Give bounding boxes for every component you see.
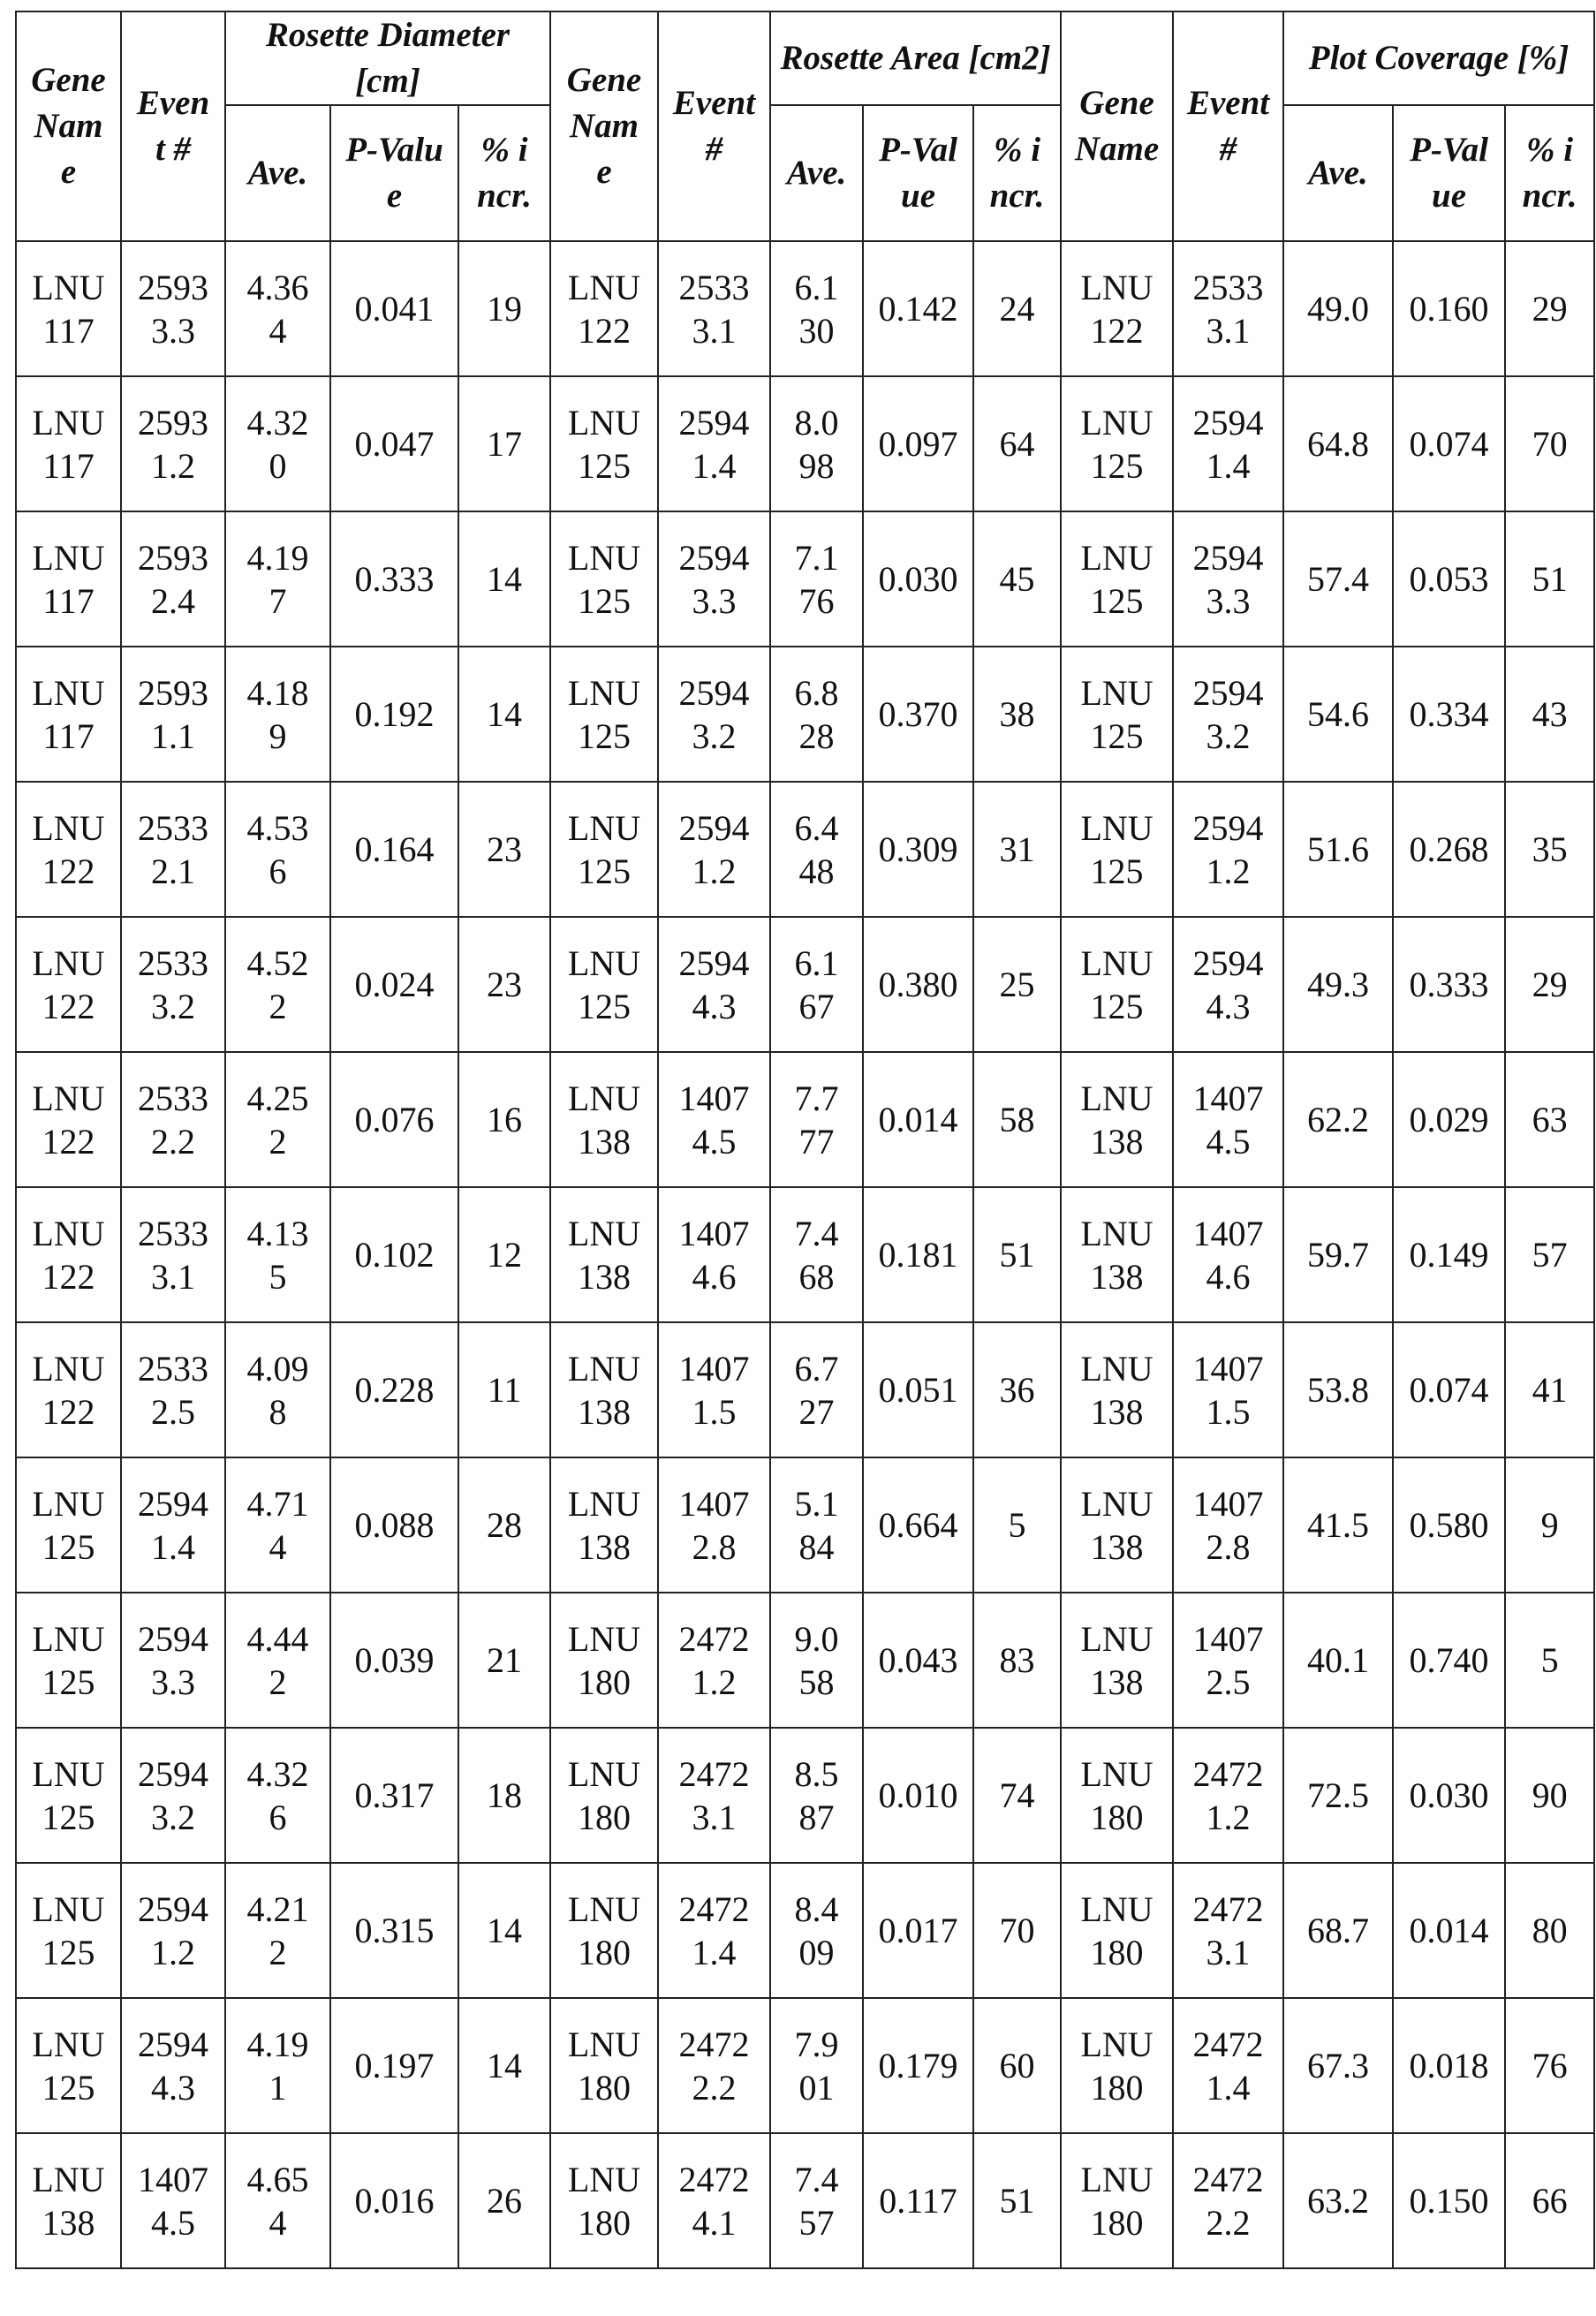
pvalue-cell: 0.018 — [1393, 1998, 1505, 2133]
header-gene-name: Gene Name — [16, 11, 121, 241]
pvalue-cell: 0.181 — [863, 1187, 973, 1322]
ave-cell: 4.442 — [225, 1593, 330, 1728]
header-incr: % incr. — [458, 105, 550, 241]
event-cell: 24721.4 — [658, 1863, 770, 1998]
event-cell: 14072.5 — [1173, 1593, 1283, 1728]
table-row — [16, 917, 1594, 1052]
header-pvalue: P-Value — [330, 105, 458, 241]
incr-cell: 29 — [1505, 241, 1594, 376]
ave-cell: 8.587 — [770, 1728, 863, 1863]
header-event: Event # — [1173, 11, 1283, 241]
table-row — [16, 1593, 1594, 1728]
event-cell: 25333.1 — [658, 241, 770, 376]
gene-name-cell: LNU117 — [16, 647, 121, 782]
event-cell: 25943.3 — [121, 1593, 225, 1728]
event-cell: 14074.6 — [658, 1187, 770, 1322]
pvalue-cell: 0.160 — [1393, 241, 1505, 376]
ave-cell: 64.8 — [1283, 376, 1393, 511]
ave-cell: 4.098 — [225, 1322, 330, 1457]
event-cell: 24721.2 — [658, 1593, 770, 1728]
incr-cell: 51 — [973, 1187, 1061, 1322]
gene-name-cell: LNU125 — [1061, 647, 1173, 782]
pvalue-cell: 0.268 — [1393, 782, 1505, 917]
ave-cell: 59.7 — [1283, 1187, 1393, 1322]
event-cell: 25931.2 — [121, 376, 225, 511]
header-incr: % incr. — [1505, 105, 1594, 241]
incr-cell: 66 — [1505, 2133, 1594, 2268]
pvalue-cell: 0.197 — [330, 1998, 458, 2133]
pvalue-cell: 0.117 — [863, 2133, 973, 2268]
event-cell: 14072.8 — [658, 1457, 770, 1593]
gene-name-cell: LNU122 — [16, 1322, 121, 1457]
ave-cell: 72.5 — [1283, 1728, 1393, 1863]
gene-name-cell: LNU125 — [550, 511, 658, 647]
incr-cell: 18 — [458, 1728, 550, 1863]
gene-name-cell: LNU180 — [550, 1998, 658, 2133]
gene-name-cell: LNU138 — [550, 1187, 658, 1322]
gene-name-cell: LNU122 — [1061, 241, 1173, 376]
pvalue-cell: 0.164 — [330, 782, 458, 917]
gene-name-cell: LNU180 — [550, 1728, 658, 1863]
header-group: Plot Coverage [%] — [1283, 11, 1594, 105]
pvalue-cell: 0.014 — [1393, 1863, 1505, 1998]
event-cell: 24724.1 — [658, 2133, 770, 2268]
ave-cell: 57.4 — [1283, 511, 1393, 647]
gene-name-cell: LNU117 — [16, 511, 121, 647]
gene-name-cell: LNU138 — [1061, 1322, 1173, 1457]
header-ave: Ave. — [225, 105, 330, 241]
ave-cell: 4.197 — [225, 511, 330, 647]
gene-name-cell: LNU125 — [550, 782, 658, 917]
incr-cell: 9 — [1505, 1457, 1594, 1593]
event-cell: 14074.5 — [658, 1052, 770, 1187]
incr-cell: 70 — [973, 1863, 1061, 1998]
table-row — [16, 1863, 1594, 1998]
ave-cell: 4.364 — [225, 241, 330, 376]
gene-name-cell: LNU125 — [550, 917, 658, 1052]
pvalue-cell: 0.014 — [863, 1052, 973, 1187]
pvalue-cell: 0.074 — [1393, 1322, 1505, 1457]
incr-cell: 76 — [1505, 1998, 1594, 2133]
header-group: Rosette Diameter [cm] — [225, 11, 550, 105]
header-event: Event # — [121, 11, 225, 241]
event-cell: 25932.4 — [121, 511, 225, 647]
incr-cell: 16 — [458, 1052, 550, 1187]
ave-cell: 5.184 — [770, 1457, 863, 1593]
pvalue-cell: 0.192 — [330, 647, 458, 782]
incr-cell: 14 — [458, 1863, 550, 1998]
event-cell: 25944.3 — [658, 917, 770, 1052]
ave-cell: 6.727 — [770, 1322, 863, 1457]
header-incr: % incr. — [973, 105, 1061, 241]
event-cell: 25943.2 — [658, 647, 770, 782]
incr-cell: 57 — [1505, 1187, 1594, 1322]
header-ave: Ave. — [770, 105, 863, 241]
pvalue-cell: 0.016 — [330, 2133, 458, 2268]
event-cell: 14071.5 — [658, 1322, 770, 1457]
event-cell: 25943.3 — [1173, 511, 1283, 647]
gene-name-cell: LNU138 — [550, 1457, 658, 1593]
incr-cell: 14 — [458, 1998, 550, 2133]
gene-name-cell: LNU138 — [1061, 1457, 1173, 1593]
incr-cell: 12 — [458, 1187, 550, 1322]
incr-cell: 45 — [973, 511, 1061, 647]
pvalue-cell: 0.010 — [863, 1728, 973, 1863]
gene-name-cell: LNU122 — [16, 1187, 121, 1322]
gene-name-cell: LNU138 — [550, 1322, 658, 1457]
ave-cell: 63.2 — [1283, 2133, 1393, 2268]
incr-cell: 83 — [973, 1593, 1061, 1728]
incr-cell: 38 — [973, 647, 1061, 782]
gene-name-cell: LNU125 — [1061, 782, 1173, 917]
gene-name-cell: LNU138 — [1061, 1187, 1173, 1322]
gene-name-cell: LNU180 — [550, 2133, 658, 2268]
incr-cell: 90 — [1505, 1728, 1594, 1863]
incr-cell: 14 — [458, 647, 550, 782]
event-cell: 25933.3 — [121, 241, 225, 376]
ave-cell: 49.0 — [1283, 241, 1393, 376]
table-row — [16, 1998, 1594, 2133]
event-cell: 25943.3 — [658, 511, 770, 647]
gene-name-cell: LNU138 — [16, 2133, 121, 2268]
ave-cell: 4.654 — [225, 2133, 330, 2268]
ave-cell: 4.135 — [225, 1187, 330, 1322]
ave-cell: 8.409 — [770, 1863, 863, 1998]
pvalue-cell: 0.053 — [1393, 511, 1505, 647]
table-row — [16, 511, 1594, 647]
incr-cell: 29 — [1505, 917, 1594, 1052]
pvalue-cell: 0.333 — [330, 511, 458, 647]
incr-cell: 17 — [458, 376, 550, 511]
header-pvalue: P-Value — [1393, 105, 1505, 241]
ave-cell: 4.714 — [225, 1457, 330, 1593]
ave-cell: 54.6 — [1283, 647, 1393, 782]
incr-cell: 63 — [1505, 1052, 1594, 1187]
gene-name-cell: LNU117 — [16, 241, 121, 376]
incr-cell: 11 — [458, 1322, 550, 1457]
incr-cell: 26 — [458, 2133, 550, 2268]
pvalue-cell: 0.333 — [1393, 917, 1505, 1052]
pvalue-cell: 0.088 — [330, 1457, 458, 1593]
pvalue-cell: 0.317 — [330, 1728, 458, 1863]
pvalue-cell: 0.380 — [863, 917, 973, 1052]
event-cell: 24722.2 — [658, 1998, 770, 2133]
ave-cell: 4.536 — [225, 782, 330, 917]
ave-cell: 4.189 — [225, 647, 330, 782]
table-row — [16, 1728, 1594, 1863]
ave-cell: 4.252 — [225, 1052, 330, 1187]
ave-cell: 62.2 — [1283, 1052, 1393, 1187]
incr-cell: 35 — [1505, 782, 1594, 917]
event-cell: 25941.2 — [121, 1863, 225, 1998]
ave-cell: 67.3 — [1283, 1998, 1393, 2133]
pvalue-cell: 0.150 — [1393, 2133, 1505, 2268]
event-cell: 14074.5 — [1173, 1052, 1283, 1187]
gene-name-cell: LNU138 — [1061, 1593, 1173, 1728]
pvalue-cell: 0.076 — [330, 1052, 458, 1187]
ave-cell: 4.522 — [225, 917, 330, 1052]
ave-cell: 7.468 — [770, 1187, 863, 1322]
incr-cell: 36 — [973, 1322, 1061, 1457]
gene-name-cell: LNU138 — [550, 1052, 658, 1187]
gene-name-cell: LNU180 — [550, 1863, 658, 1998]
incr-cell: 64 — [973, 376, 1061, 511]
ave-cell: 4.320 — [225, 376, 330, 511]
pvalue-cell: 0.142 — [863, 241, 973, 376]
ave-cell: 41.5 — [1283, 1457, 1393, 1593]
table-row — [16, 241, 1594, 376]
gene-name-cell: LNU125 — [16, 1998, 121, 2133]
header-ave: Ave. — [1283, 105, 1393, 241]
pvalue-cell: 0.315 — [330, 1863, 458, 1998]
pvalue-cell: 0.030 — [1393, 1728, 1505, 1863]
gene-name-cell: LNU125 — [1061, 511, 1173, 647]
pvalue-cell: 0.334 — [1393, 647, 1505, 782]
event-cell: 24721.2 — [1173, 1728, 1283, 1863]
event-cell: 25332.2 — [121, 1052, 225, 1187]
incr-cell: 80 — [1505, 1863, 1594, 1998]
ave-cell: 4.212 — [225, 1863, 330, 1998]
incr-cell: 43 — [1505, 647, 1594, 782]
table-row — [16, 1187, 1594, 1322]
table-row — [16, 1052, 1594, 1187]
pvalue-cell: 0.041 — [330, 241, 458, 376]
pvalue-cell: 0.149 — [1393, 1187, 1505, 1322]
pvalue-cell: 0.179 — [863, 1998, 973, 2133]
gene-name-cell: LNU180 — [550, 1593, 658, 1728]
incr-cell: 51 — [973, 2133, 1061, 2268]
event-cell: 25941.4 — [121, 1457, 225, 1593]
event-cell: 25941.4 — [658, 376, 770, 511]
event-cell: 25943.2 — [1173, 647, 1283, 782]
event-cell: 25332.5 — [121, 1322, 225, 1457]
gene-name-cell: LNU125 — [16, 1457, 121, 1593]
results-table — [15, 11, 1595, 2269]
gene-name-cell: LNU125 — [1061, 917, 1173, 1052]
gene-name-cell: LNU138 — [1061, 1052, 1173, 1187]
gene-name-cell: LNU125 — [16, 1863, 121, 1998]
pvalue-cell: 0.370 — [863, 647, 973, 782]
event-cell: 25941.4 — [1173, 376, 1283, 511]
event-cell: 14074.6 — [1173, 1187, 1283, 1322]
incr-cell: 23 — [458, 782, 550, 917]
pvalue-cell: 0.097 — [863, 376, 973, 511]
pvalue-cell: 0.051 — [863, 1322, 973, 1457]
pvalue-cell: 0.664 — [863, 1457, 973, 1593]
ave-cell: 40.1 — [1283, 1593, 1393, 1728]
event-cell: 25333.2 — [121, 917, 225, 1052]
incr-cell: 5 — [1505, 1593, 1594, 1728]
gene-name-cell: LNU180 — [1061, 1728, 1173, 1863]
ave-cell: 6.828 — [770, 647, 863, 782]
event-cell: 25941.2 — [1173, 782, 1283, 917]
gene-name-cell: LNU122 — [16, 917, 121, 1052]
incr-cell: 70 — [1505, 376, 1594, 511]
incr-cell: 19 — [458, 241, 550, 376]
pvalue-cell: 0.740 — [1393, 1593, 1505, 1728]
event-cell: 24722.2 — [1173, 2133, 1283, 2268]
event-cell: 14071.5 — [1173, 1322, 1283, 1457]
table-row — [16, 1457, 1594, 1593]
incr-cell: 31 — [973, 782, 1061, 917]
pvalue-cell: 0.074 — [1393, 376, 1505, 511]
pvalue-cell: 0.029 — [1393, 1052, 1505, 1187]
incr-cell: 41 — [1505, 1322, 1594, 1457]
event-cell: 24723.1 — [658, 1728, 770, 1863]
gene-name-cell: LNU125 — [16, 1593, 121, 1728]
ave-cell: 8.098 — [770, 376, 863, 511]
incr-cell: 74 — [973, 1728, 1061, 1863]
event-cell: 14072.8 — [1173, 1457, 1283, 1593]
gene-name-cell: LNU125 — [550, 376, 658, 511]
table-row — [16, 1322, 1594, 1457]
header-pvalue: P-Value — [863, 105, 973, 241]
header-event: Event # — [658, 11, 770, 241]
ave-cell: 68.7 — [1283, 1863, 1393, 1998]
table-row — [16, 647, 1594, 782]
header-group: Rosette Area [cm2] — [770, 11, 1061, 105]
pvalue-cell: 0.102 — [330, 1187, 458, 1322]
incr-cell: 51 — [1505, 511, 1594, 647]
pvalue-cell: 0.024 — [330, 917, 458, 1052]
gene-name-cell: LNU180 — [1061, 2133, 1173, 2268]
table-row — [16, 376, 1594, 511]
event-cell: 24721.4 — [1173, 1998, 1283, 2133]
pvalue-cell: 0.047 — [330, 376, 458, 511]
table-row — [16, 782, 1594, 917]
ave-cell: 6.448 — [770, 782, 863, 917]
header-gene-name: Gene Name — [550, 11, 658, 241]
pvalue-cell: 0.030 — [863, 511, 973, 647]
event-cell: 25931.1 — [121, 647, 225, 782]
event-cell: 25944.3 — [1173, 917, 1283, 1052]
pvalue-cell: 0.228 — [330, 1322, 458, 1457]
incr-cell: 21 — [458, 1593, 550, 1728]
gene-name-cell: LNU125 — [1061, 376, 1173, 511]
incr-cell: 24 — [973, 241, 1061, 376]
pvalue-cell: 0.017 — [863, 1863, 973, 1998]
ave-cell: 49.3 — [1283, 917, 1393, 1052]
pvalue-cell: 0.309 — [863, 782, 973, 917]
gene-name-cell: LNU117 — [16, 376, 121, 511]
event-cell: 25333.1 — [121, 1187, 225, 1322]
table-row — [16, 2133, 1594, 2268]
event-cell: 25944.3 — [121, 1998, 225, 2133]
event-cell: 25332.1 — [121, 782, 225, 917]
event-cell: 14074.5 — [121, 2133, 225, 2268]
incr-cell: 14 — [458, 511, 550, 647]
event-cell: 25943.2 — [121, 1728, 225, 1863]
ave-cell: 7.901 — [770, 1998, 863, 2133]
ave-cell: 7.457 — [770, 2133, 863, 2268]
ave-cell: 7.176 — [770, 511, 863, 647]
incr-cell: 23 — [458, 917, 550, 1052]
event-cell: 25941.2 — [658, 782, 770, 917]
gene-name-cell: LNU180 — [1061, 1863, 1173, 1998]
event-cell: 25333.1 — [1173, 241, 1283, 376]
ave-cell: 9.058 — [770, 1593, 863, 1728]
incr-cell: 25 — [973, 917, 1061, 1052]
pvalue-cell: 0.043 — [863, 1593, 973, 1728]
ave-cell: 4.326 — [225, 1728, 330, 1863]
incr-cell: 58 — [973, 1052, 1061, 1187]
incr-cell: 5 — [973, 1457, 1061, 1593]
event-cell: 24723.1 — [1173, 1863, 1283, 1998]
gene-name-cell: LNU122 — [550, 241, 658, 376]
gene-name-cell: LNU180 — [1061, 1998, 1173, 2133]
ave-cell: 4.191 — [225, 1998, 330, 2133]
gene-name-cell: LNU125 — [550, 647, 658, 782]
gene-name-cell: LNU125 — [16, 1728, 121, 1863]
ave-cell: 6.130 — [770, 241, 863, 376]
ave-cell: 53.8 — [1283, 1322, 1393, 1457]
incr-cell: 28 — [458, 1457, 550, 1593]
header-gene-name: Gene Name — [1061, 11, 1173, 241]
ave-cell: 51.6 — [1283, 782, 1393, 917]
ave-cell: 7.777 — [770, 1052, 863, 1187]
ave-cell: 6.167 — [770, 917, 863, 1052]
pvalue-cell: 0.580 — [1393, 1457, 1505, 1593]
gene-name-cell: LNU122 — [16, 782, 121, 917]
pvalue-cell: 0.039 — [330, 1593, 458, 1728]
gene-name-cell: LNU122 — [16, 1052, 121, 1187]
incr-cell: 60 — [973, 1998, 1061, 2133]
